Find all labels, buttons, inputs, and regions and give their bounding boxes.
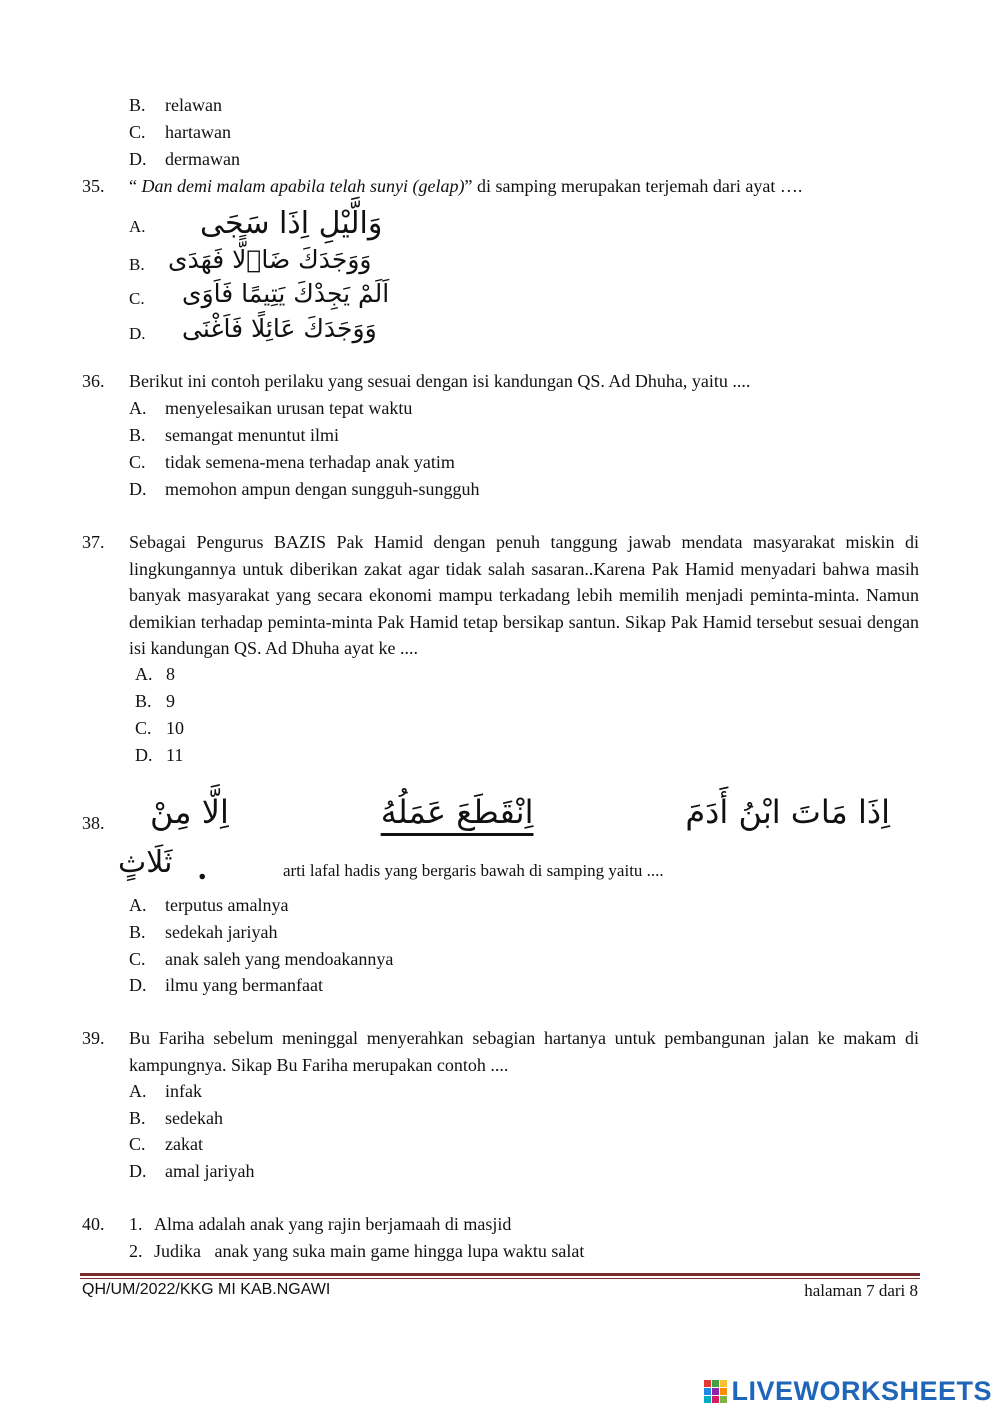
q39-option-b: B. sedekah <box>129 1108 223 1128</box>
q40-item-1: 1. Alma adalah anak yang rajin berjamaah di masjid <box>129 1214 512 1234</box>
q37-question: Sebagai Pengurus BAZIS Pak Hamid dengan penuh tanggung jawab mendata masyarakat miskin di lingkungannya untuk diberikan zakat agar tidak salah sasaran..Karena Pak Hamid menyadari bahwa masih banyak masyarakat yang secara ekonomi mampu terkadang lebih memilih menjadi peminta-minta. Namun demikian terhadap peminta-minta Pak Hamid tetap bersikap santun. Sikap Pak Hamid tersebut sesuai dengan isi kandungan QS. Ad Dhuha ayat ke .... <box>129 532 919 659</box>
q35-number: 35. <box>82 176 105 196</box>
q38-option-b: B. sedekah jariyah <box>129 922 278 942</box>
q35-option-c-letter: C. <box>129 289 145 308</box>
q40-number: 40. <box>82 1214 105 1234</box>
q34-option-d: D. dermawan <box>129 149 240 169</box>
q35-option-a-arabic: وَالَّيْلِ اِذَا سَجَى <box>200 206 383 241</box>
q38-question: arti lafal hadis yang bergaris bawah di samping yaitu .... <box>283 861 664 880</box>
q37-number: 37. <box>82 532 105 552</box>
q40-item-2: 2. Judika anak yang suka main game hingga lupa waktu salat <box>129 1241 585 1261</box>
q36-option-a: A. menyelesaikan urusan tepat waktu <box>129 398 413 418</box>
q35-question: “ Dan demi malam apabila telah sunyi (gelap)” di samping merupakan terjemah dari ayat …. <box>129 176 803 196</box>
q38-hadith-line1 <box>150 793 890 831</box>
q37-option-c: C. 10 <box>135 718 184 738</box>
footer-rule-thick <box>80 1273 920 1276</box>
q36-number: 36. <box>82 371 105 391</box>
q39-option-c: C. zakat <box>129 1134 203 1154</box>
q35-option-d-arabic: وَوَجَدَكَ عَائِلًا فَاَغْنَى <box>182 314 377 343</box>
q39-number: 39. <box>82 1028 105 1048</box>
footer-page-number: halaman 7 dari 8 <box>804 1281 918 1300</box>
q38-option-a: A. terputus amalnya <box>129 895 289 915</box>
q35-option-b-letter: B. <box>129 255 145 274</box>
q38-hadith-line2: ثَلَاثٍ <box>118 845 173 880</box>
q38-hadith-underlined: اِنْقَطَعَ عَمَلُهُ <box>380 793 534 831</box>
q35-option-a-letter: A. <box>129 217 146 236</box>
q38-number: 38. <box>82 813 105 833</box>
liveworksheets-logo <box>704 1376 992 1407</box>
q34-option-b: B. relawan <box>129 95 222 115</box>
q36-question: Berikut ini contoh perilaku yang sesuai dengan isi kandungan QS. Ad Dhuha, yaitu .... <box>129 371 751 391</box>
liveworksheets-grid-icon <box>704 1380 727 1403</box>
q38-hadith-post: اِلَّا مِنْ <box>150 793 229 831</box>
footer-code: QH/UM/2022/KKG MI KAB.NGAWI <box>82 1281 331 1298</box>
q38-option-d: D. ilmu yang bermanfaat <box>129 975 323 995</box>
q39-question: Bu Fariha sebelum meninggal menyerahkan sebagian hartanya untuk pembangunan jalan ke makam di kampungnya. Sikap Bu Fariha merupakan contoh .... <box>129 1028 919 1075</box>
footer-rule-thin <box>80 1278 920 1279</box>
q38-hadith-dot: . <box>198 850 207 887</box>
q39-option-a: A. infak <box>129 1081 202 1101</box>
q37-option-d: D. 11 <box>135 745 184 765</box>
liveworksheets-wordmark: LIVEWORKSHEETS <box>731 1376 992 1406</box>
q34-option-c: C. hartawan <box>129 122 231 142</box>
q35-option-d-letter: D. <box>129 324 146 343</box>
q38-option-c: C. anak saleh yang mendoakannya <box>129 949 394 969</box>
q37-option-b: B. 9 <box>135 691 175 711</box>
q35-option-b-arabic: وَوَجَدَكَ ضَاۤلًّا فَهَدَى <box>168 245 372 274</box>
q37-option-a: A. 8 <box>135 664 175 684</box>
q38-hadith-pre: اِذَا مَاتَ ابْنُ أَدَمَ <box>685 793 890 831</box>
q36-option-c: C. tidak semena-mena terhadap anak yatim <box>129 452 455 472</box>
q36-option-b: B. semangat menuntut ilmi <box>129 425 339 445</box>
q35-option-c-arabic: اَلَمْ يَجِدْكَ يَتِيمًا فَاَوَى <box>182 279 390 308</box>
q39-option-d: D. amal jariyah <box>129 1161 255 1181</box>
q36-option-d: D. memohon ampun dengan sungguh-sungguh <box>129 479 480 499</box>
